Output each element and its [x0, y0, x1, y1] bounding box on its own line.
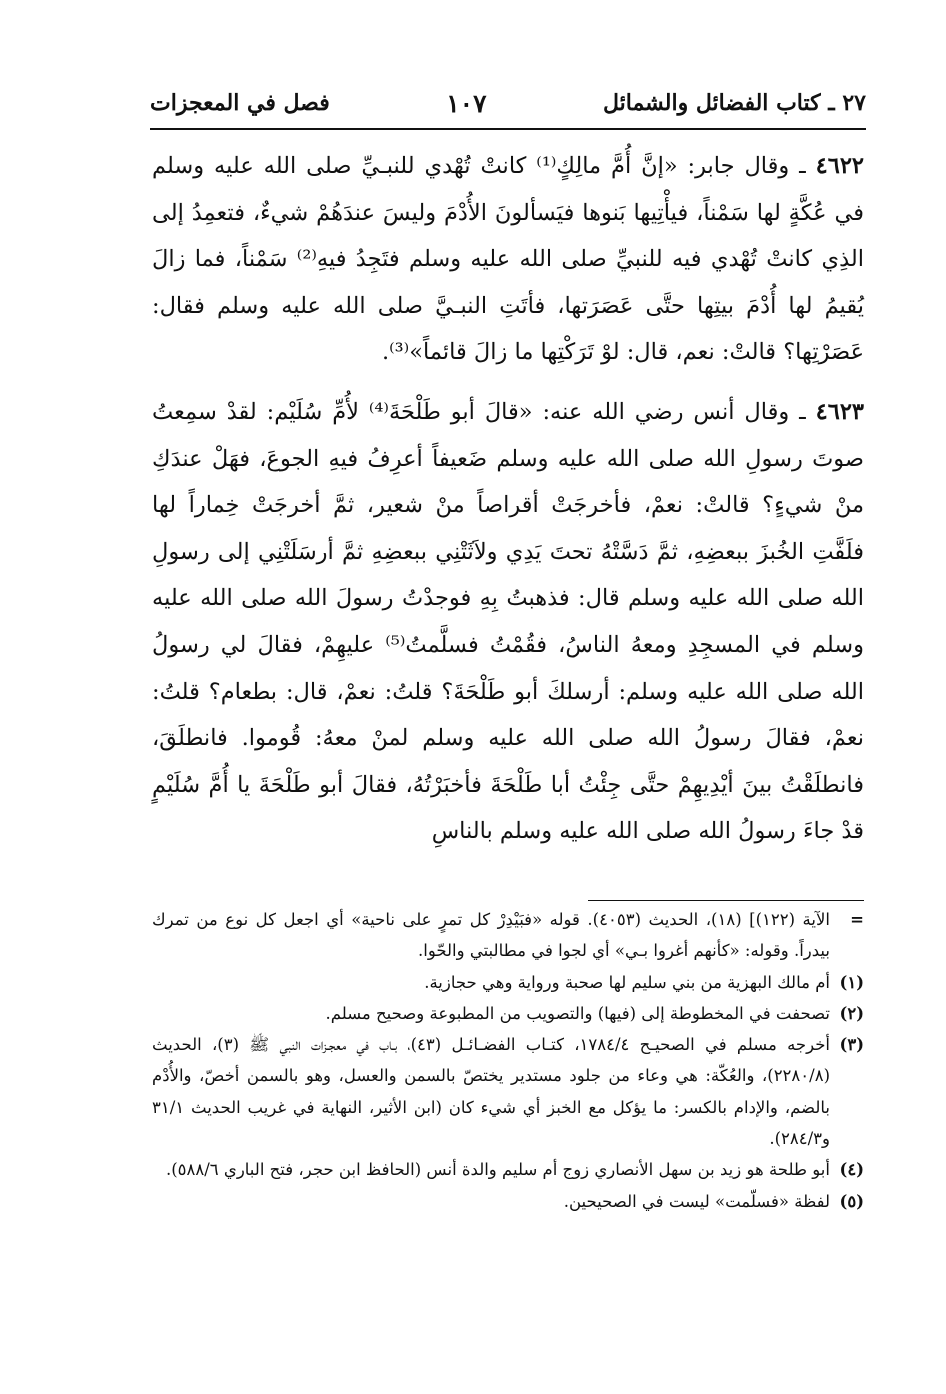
footnote — [152, 1029, 864, 1154]
hadith-text: ـ وقال جابر: «إنَّ أُمَّ مالِكٍ⁽¹⁾ كانتْ تُهْدي للنبـيِّ صلى الله عليه وسلم في عُكَّةٍ لها سَمْناً، فيأْتِيها بَنوها فيَسألونَ الأُدْمَ وليسَ عندَهُمْ شيءٌ، فتعمِدُ إلى الذِي كانتْ تُهْدي فيه للنبيِّ صلى الله عليه وسلم فتَجِدُ فيهِ⁽²⁾ سَمْناً، فما زالَ يُقيمُ لها أُدْمَ بيتِها حتَّى عَصَرَتها، فأتَتِ النبـيَّ صلى الله عليه وسلم فقال: عَصَرْتِها؟ قالتْ: نعم، قال: لوْ تَرَكْتِها ما زالَ قائماً»⁽³⁾. — [152, 153, 864, 366]
hadith-paragraph — [152, 143, 864, 376]
footnote-mark: = — [850, 910, 864, 929]
header-rule — [150, 128, 866, 130]
footnote — [152, 967, 864, 998]
hadith-number: ٤٦٢٢ — [815, 153, 865, 179]
footnote-text: لفظة «فسلّمت» ليست في الصحيحين. — [563, 1191, 830, 1211]
footnote-mark: (٣) — [839, 1035, 864, 1055]
footnote-mark: (٥) — [839, 1191, 864, 1211]
running-header — [150, 84, 866, 122]
footnote-separator — [588, 900, 864, 901]
footnote-continuation — [152, 904, 864, 967]
page-number: ١٠٧ — [446, 88, 487, 118]
main-text — [152, 143, 864, 855]
footnote-mark: (٢) — [839, 1003, 864, 1023]
footnote-text: أبو طلحة هو زيد بن سهل الأنصاري زوج أم سليم والدة أنس (الحافظ ابن حجر، فتح الباري ٥٨٨/٦). — [165, 1160, 830, 1180]
hadith-number: ٤٦٢٣ — [815, 398, 864, 425]
footnotes — [152, 904, 864, 1217]
footnote-text: أخرجه مسلم في الصحيـح ١٧٨٤/٤، كتـاب الفضـائـل (٤٣)، بـاب في معجـزات النبي ﷺ (٣)، الحديث (٢٢٨٠/٨)، والعُكّة: هي وعاء من جلود مستدير يختصّ بالسمن والعسل، وهو بالسمن أخصّ، والأُدْم بالضم، والإدام بالكسر: ما يؤكل مع الخبز أي شيء كان (ابن الأثير، النهاية في غريب الحديث ٣١/١ و٢٨٤/٣). — [152, 1035, 830, 1149]
chapter-title: ٢٧ ـ كتاب الفضائل والشمائل — [602, 90, 866, 116]
footnote — [152, 1186, 864, 1217]
footnote — [152, 1154, 864, 1185]
footnote-text: أم مالك البهزية من بني سليم لها صحبة ورواية وهي حجازية. — [424, 972, 830, 992]
hadith-paragraph — [152, 389, 864, 855]
footnote-text: الآية (١٢٢)] (١٨)، الحديث (٤٠٥٣). قوله «فبَيْدِرْ كل تمرٍ على ناحية» أي اجعل كل نوع من تمرك بيدراً. وقوله: «كأنهم أغروا بـي» أي لجوا في مطالبتي والحّوا. — [152, 910, 830, 961]
footnote — [152, 998, 864, 1029]
hadith-text: ـ وقال أنس رضي الله عنه: «قالَ أبو طَلْحَةَ⁽⁴⁾ لأُمِّ سُلَيْم: لقدْ سمِعتُ صوتَ رسولِ الله صلى الله عليه وسلم ضَعيفاً أعرِفُ فيهِ الجوعَ، فهَلْ عندَكِ منْ شيءٍ؟ قالتْ: نعمْ، فأخرجَتْ أقراصاً منْ شعير، ثمَّ أخرجَتْ خِماراً لها فلَفَّتِ الخُبزَ ببعضِهِ، ثمَّ دَسَّتْهُ تحتَ يَدِي ولاَثَتْنِي ببعضِهِ ثمَّ أرسَلَتْنِي إلى رسولِ الله صلى الله عليه وسلم قال: فذهبتُ بِهِ فوجدْتُ رسولَ الله صلى الله عليه وسلم في المسجِدِ ومعهُ الناسُ، فقُمْتُ فسلَّمتُ⁽⁵⁾ عليهِمْ، فقالَ لي رسولُ الله صلى الله عليه وسلم: أرسلكَ أبو طَلْحَةَ؟ قلتُ: نعمْ، قال: بطعام؟ قلتُ: نعمْ، فقالَ رسولُ الله صلى الله عليه وسلم لمنْ معهُ: قُوموا. فانطلَقَ، فانطلَقْتُ بينَ أيْدِيهِمْ حتَّى جِئْتُ أبا طَلْحَةَ فأخبَرْتُهُ، فقالَ أبو طَلْحَةَ يا أُمَّ سُلَيْمٍ قدْ جاءَ رسولُ الله صلى الله عليه وسلم بالناسِ — [152, 398, 864, 845]
footnote-mark: (٤) — [839, 1160, 864, 1180]
footnote-mark: (١) — [839, 972, 864, 992]
footnote-text: تصحفت في المخطوطة إلى (فيها) والتصويب من المطبوعة وصحيح مسلم. — [325, 1003, 830, 1023]
section-title: فصل في المعجزات — [150, 90, 330, 116]
